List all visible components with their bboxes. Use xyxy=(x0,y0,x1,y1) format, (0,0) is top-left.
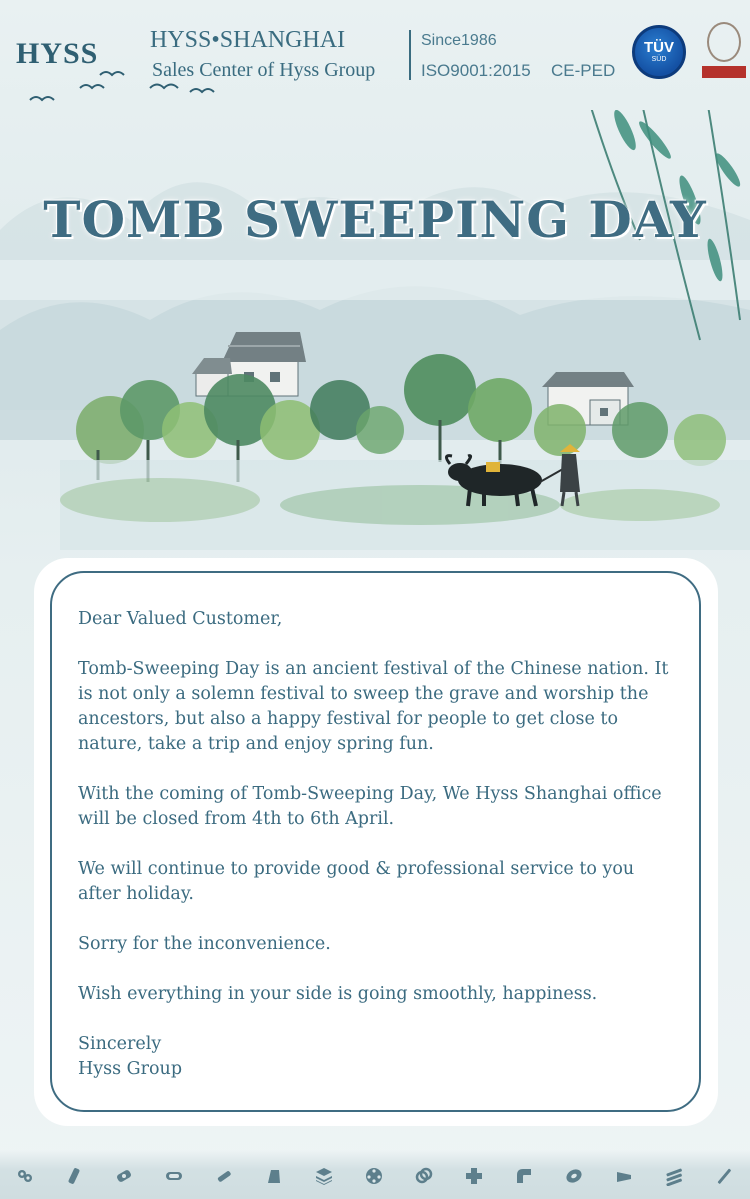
tuv-badge-icon xyxy=(632,25,686,79)
hyss-logo[interactable]: HYSS xyxy=(16,37,99,70)
letter-closing: Sincerely xyxy=(78,1034,162,1054)
tuv-badge-text: TÜV xyxy=(644,39,674,56)
letter-signature: Hyss Group xyxy=(78,1059,183,1079)
ce-ped-certification: CE-PED xyxy=(551,61,616,80)
page-title: TOMB SWEEPING DAY xyxy=(43,190,707,249)
cross-fitting-icon[interactable] xyxy=(462,1164,486,1188)
header-divider xyxy=(409,30,411,80)
company-tagline: Sales Center of Hyss Group xyxy=(152,59,376,81)
company-block xyxy=(150,26,405,86)
letter-card-border xyxy=(50,571,701,1112)
letter-paragraph: Wish everything in your side is going smoothly, happiness. xyxy=(78,984,598,1004)
coil-icon[interactable] xyxy=(412,1164,436,1188)
letter-card xyxy=(34,558,718,1126)
certification-seal-icon xyxy=(702,22,746,84)
company-name: HYSS•SHANGHAI xyxy=(150,27,346,53)
tuv-badge-sub: SÜD xyxy=(651,56,667,63)
flange-ring-icon[interactable] xyxy=(162,1164,186,1188)
seal-ring xyxy=(707,22,741,62)
weld-rod-icon[interactable] xyxy=(712,1164,736,1188)
flange-icon[interactable] xyxy=(362,1164,386,1188)
letter-paragraph: With the coming of Tomb-Sweeping Day, We Hyss Shanghai office will be closed from 4th to 6th April. xyxy=(78,784,662,829)
pipe-cap-icon[interactable] xyxy=(562,1164,586,1188)
plate-stack-icon[interactable] xyxy=(312,1164,336,1188)
reducer-icon[interactable] xyxy=(612,1164,636,1188)
brand-header xyxy=(0,0,750,110)
elbow-icon[interactable] xyxy=(512,1164,536,1188)
letter-greeting: Dear Valued Customer, xyxy=(78,609,283,629)
letter-body xyxy=(78,607,678,1082)
since-year: Since1986 xyxy=(421,32,497,49)
pipe-icon[interactable] xyxy=(62,1164,86,1188)
letter-paragraph: We will continue to provide good & professional service to you after holiday. xyxy=(78,859,635,904)
landscape-illustration xyxy=(0,110,750,570)
bar-stock-icon[interactable] xyxy=(662,1164,686,1188)
valve-body-icon[interactable] xyxy=(262,1164,286,1188)
coupling-icon[interactable] xyxy=(112,1164,136,1188)
product-icon-strip xyxy=(0,1150,750,1199)
certification-row xyxy=(421,61,621,83)
seal-bar xyxy=(702,66,746,78)
iso-certification: ISO9001:2015 xyxy=(421,61,531,80)
pipe-fittings-icon[interactable] xyxy=(13,1164,37,1188)
tube-icon[interactable] xyxy=(212,1164,236,1188)
letter-paragraph: Sorry for the inconvenience. xyxy=(78,934,331,954)
letter-paragraph: Tomb-Sweeping Day is an ancient festival of the Chinese nation. It is not only a solemn festival to sweep the grave and worship the ancestors, but also a happy festival for people to get close to nature, take a trip and enjoy spring fun. xyxy=(78,659,669,754)
